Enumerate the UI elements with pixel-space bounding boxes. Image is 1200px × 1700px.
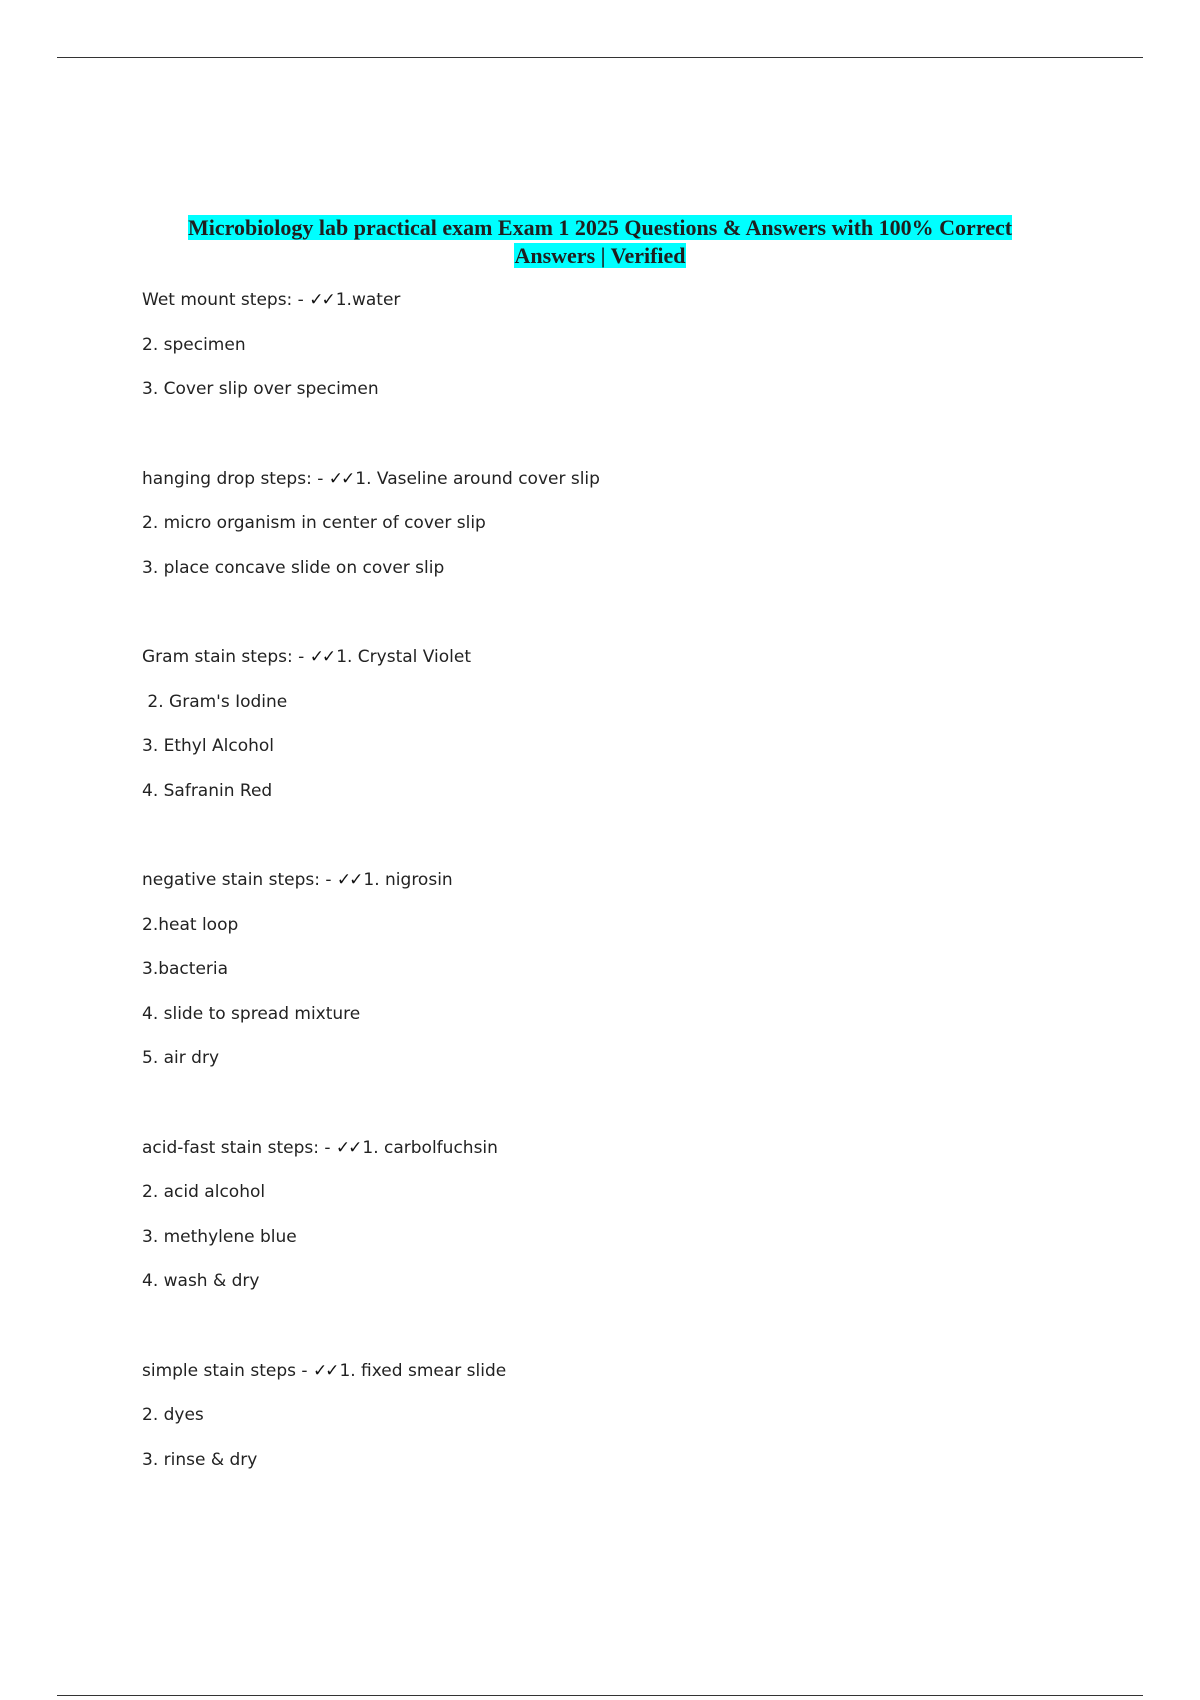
qa-section-gram-stain <box>142 642 1042 820</box>
step-line: 4. Safranin Red <box>142 780 273 801</box>
question-text: Wet mount steps: - <box>142 290 310 310</box>
qa-section-simple-stain <box>142 1356 1042 1490</box>
qa-section-negative-stain <box>142 865 1042 1088</box>
step-line: 2. dyes <box>142 1405 204 1425</box>
question-text: simple stain steps - <box>142 1360 313 1381</box>
check-icon: ✓✓ <box>335 1137 361 1158</box>
footer-rule <box>57 1695 1143 1696</box>
check-icon: ✓✓ <box>312 1360 338 1381</box>
step-line: 3. Ethyl Alcohol <box>142 736 274 756</box>
qa-list <box>142 285 1042 1534</box>
question-text: acid-fast stain steps: - <box>142 1137 336 1158</box>
step-line: 3. methylene blue <box>142 1226 297 1247</box>
step-line: 4. slide to spread mixture <box>142 1003 361 1024</box>
step-line: 3. Cover slip over specimen <box>142 379 379 399</box>
step-line: 2.heat loop <box>142 914 239 935</box>
document-title <box>140 214 1060 270</box>
question-line <box>142 464 1042 509</box>
answer-text: 1. Crystal Violet <box>336 647 472 667</box>
question-line <box>142 865 1042 910</box>
answer-text: 1.water <box>335 290 401 310</box>
question-line <box>142 1133 1042 1178</box>
step-line: 3. rinse & dry <box>142 1449 258 1470</box>
check-icon: ✓✓ <box>328 468 354 489</box>
step-line: 3. place concave slide on cover slip <box>142 557 445 578</box>
question-line <box>142 1356 1042 1401</box>
step-line: 2. specimen <box>142 334 246 355</box>
question-line <box>142 642 1042 687</box>
title-line-2: Answers | Verified <box>514 243 686 268</box>
answer-text: 1. carbolfuchsin <box>362 1137 498 1158</box>
step-line: 2. Gram's Iodine <box>142 691 288 712</box>
step-line: 2. micro organism in center of cover slip <box>142 513 486 533</box>
question-text: Gram stain steps: - <box>142 647 310 667</box>
step-line: 5. air dry <box>142 1048 219 1068</box>
answer-text: 1. Vaseline around cover slip <box>355 468 600 489</box>
question-line <box>142 285 1042 330</box>
qa-section-acid-fast-stain <box>142 1133 1042 1311</box>
header-rule <box>57 57 1143 58</box>
title-line-1: Microbiology lab practical exam Exam 1 2025 Questions & Answers with 100% Correct <box>187 215 1013 240</box>
qa-section-hanging-drop <box>142 464 1042 598</box>
question-text: hanging drop steps: - <box>142 468 329 489</box>
question-text: negative stain steps: - <box>142 870 337 890</box>
check-icon: ✓✓ <box>309 647 335 667</box>
step-line: 3.bacteria <box>142 959 229 979</box>
check-icon: ✓✓ <box>309 290 334 310</box>
answer-text: 1. nigrosin <box>363 870 453 890</box>
check-icon: ✓✓ <box>336 870 362 890</box>
step-line: 4. wash & dry <box>142 1271 260 1291</box>
qa-section-wet-mount <box>142 285 1042 419</box>
step-line: 2. acid alcohol <box>142 1182 266 1202</box>
answer-text: 1. fixed smear slide <box>339 1360 507 1381</box>
